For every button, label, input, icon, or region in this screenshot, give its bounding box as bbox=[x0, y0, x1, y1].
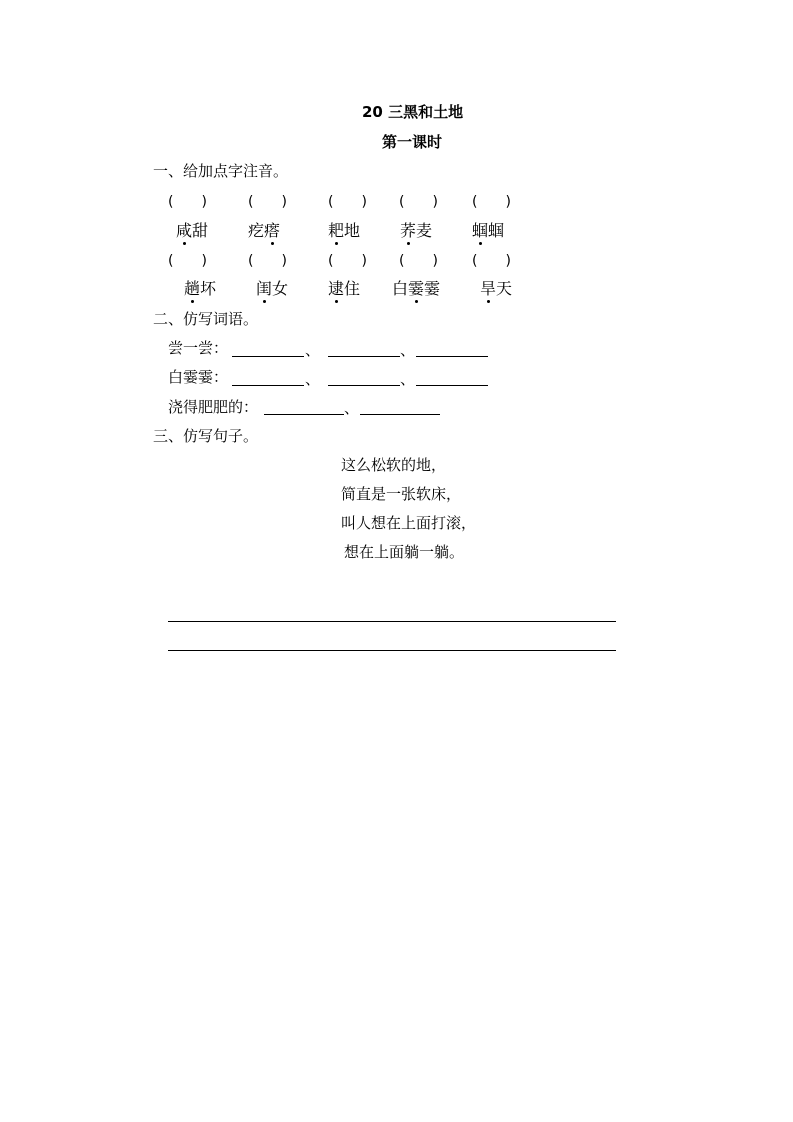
answer-blank[interactable] bbox=[416, 356, 488, 357]
pinyin-blank[interactable]: ( ) bbox=[472, 253, 511, 269]
writing-line[interactable] bbox=[168, 650, 616, 651]
prompt-label: 白霎霎： bbox=[168, 368, 229, 386]
word-item: 逮住 bbox=[328, 279, 361, 298]
word-item: 闺女 bbox=[256, 279, 289, 298]
dotted-char: 耙 bbox=[328, 221, 345, 240]
dotted-char: 瘩 bbox=[264, 221, 281, 240]
dotted-char: 闺 bbox=[256, 279, 273, 298]
pinyin-blank[interactable]: ( ) bbox=[168, 253, 207, 269]
word-item: 趟坏 bbox=[184, 279, 217, 298]
answer-blank[interactable] bbox=[360, 414, 440, 415]
separator: 、 bbox=[305, 341, 321, 359]
section-3-heading: 三、仿写句子。 bbox=[153, 427, 259, 445]
dotted-char: 逮 bbox=[328, 279, 345, 298]
answer-blank[interactable] bbox=[416, 385, 488, 386]
word-item: 咸甜 bbox=[176, 221, 209, 240]
word-item: 耙地 bbox=[328, 221, 361, 240]
dotted-char: 霎 bbox=[408, 279, 425, 298]
pinyin-blank[interactable]: ( ) bbox=[328, 253, 367, 269]
dotted-char: 蝈 bbox=[472, 221, 489, 240]
separator: 、 bbox=[344, 399, 360, 417]
answer-blank[interactable] bbox=[264, 414, 344, 415]
pinyin-blank[interactable]: ( ) bbox=[168, 194, 207, 210]
prompt-label: 浇得肥肥的： bbox=[168, 398, 259, 416]
poem-line: 想在上面躺一躺。 bbox=[344, 543, 465, 561]
section-1-heading: 一、给加点字注音。 bbox=[153, 162, 289, 180]
answer-blank[interactable] bbox=[232, 385, 304, 386]
dotted-char: 荞 bbox=[400, 221, 417, 240]
dotted-char: 旱 bbox=[480, 279, 497, 298]
dotted-char: 趟 bbox=[184, 279, 201, 298]
word-item: 荞麦 bbox=[400, 221, 433, 240]
pinyin-blank[interactable]: ( ) bbox=[328, 194, 367, 210]
word-item: 白霎霎 bbox=[392, 279, 441, 298]
prompt-label: 尝一尝： bbox=[168, 339, 229, 357]
answer-blank[interactable] bbox=[328, 356, 400, 357]
word-item: 疙瘩 bbox=[248, 221, 281, 240]
poem-line: 简直是一张软床， bbox=[341, 485, 462, 503]
answer-blank[interactable] bbox=[328, 385, 400, 386]
poem-line: 这么松软的地， bbox=[341, 456, 447, 474]
word-item: 旱天 bbox=[480, 279, 513, 298]
separator: 、 bbox=[305, 370, 321, 388]
word-item: 蝈蝈 bbox=[472, 221, 505, 240]
poem-line: 叫人想在上面打滚， bbox=[341, 514, 477, 532]
writing-line[interactable] bbox=[168, 621, 616, 622]
page-subtitle: 第一课时 bbox=[382, 133, 443, 151]
pinyin-blank[interactable]: ( ) bbox=[248, 253, 287, 269]
pinyin-blank[interactable]: ( ) bbox=[472, 194, 511, 210]
answer-blank[interactable] bbox=[232, 356, 304, 357]
pinyin-blank[interactable]: ( ) bbox=[248, 194, 287, 210]
pinyin-blank[interactable]: ( ) bbox=[399, 194, 438, 210]
pinyin-blank[interactable]: ( ) bbox=[399, 253, 438, 269]
separator: 、 bbox=[400, 370, 416, 388]
dotted-char: 咸 bbox=[176, 221, 193, 240]
separator: 、 bbox=[400, 341, 416, 359]
section-2-heading: 二、仿写词语。 bbox=[153, 310, 259, 328]
page-title: 20 三黑和土地 bbox=[362, 103, 464, 121]
